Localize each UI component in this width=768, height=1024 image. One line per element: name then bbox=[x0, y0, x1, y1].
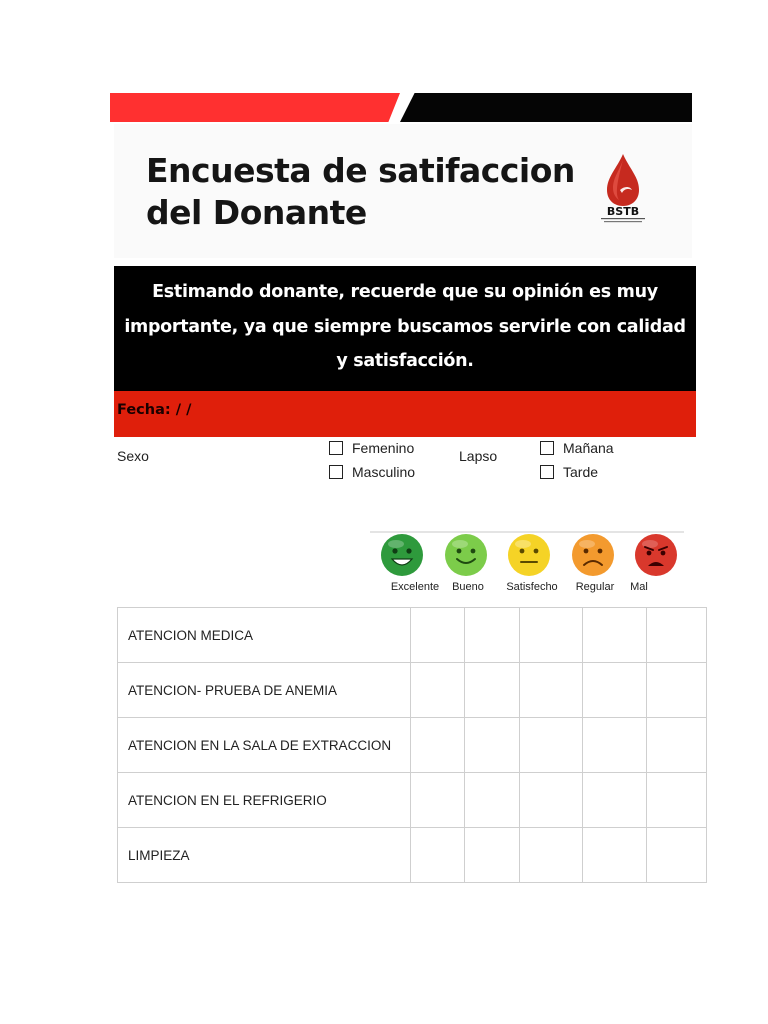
rating-cell-excelente[interactable] bbox=[411, 773, 465, 828]
rating-label-regular: Regular bbox=[575, 581, 615, 593]
excellent-face-icon bbox=[380, 533, 424, 577]
rating-cell-mal[interactable] bbox=[647, 718, 707, 773]
sexo-label: Sexo bbox=[117, 448, 149, 464]
title-line-2: del Donante bbox=[146, 193, 367, 232]
table-row bbox=[118, 773, 707, 828]
fecha-value[interactable]: / / bbox=[175, 402, 192, 418]
logo-text: BSTB bbox=[606, 205, 640, 218]
rating-cell-satisfecho[interactable] bbox=[520, 773, 583, 828]
rating-cell-satisfecho[interactable] bbox=[520, 663, 583, 718]
question-cell: ATENCION- PRUEBA DE ANEMIA bbox=[118, 663, 411, 718]
fecha-band bbox=[114, 391, 696, 437]
table-row bbox=[118, 608, 707, 663]
manana-checkbox[interactable] bbox=[540, 441, 554, 455]
rating-cell-bueno[interactable] bbox=[465, 828, 520, 883]
rating-cell-mal[interactable] bbox=[647, 773, 707, 828]
rating-cell-excelente[interactable] bbox=[411, 663, 465, 718]
bad-face-icon bbox=[634, 533, 678, 577]
masculino-checkbox[interactable] bbox=[329, 465, 343, 479]
fecha-field[interactable] bbox=[117, 402, 191, 418]
satisfied-face-icon bbox=[507, 533, 551, 577]
rating-label-bueno: Bueno bbox=[452, 581, 484, 593]
rating-cell-excelente[interactable] bbox=[411, 718, 465, 773]
rating-cell-regular[interactable] bbox=[583, 663, 647, 718]
tarde-checkbox[interactable] bbox=[540, 465, 554, 479]
rating-cell-regular[interactable] bbox=[583, 608, 647, 663]
rating-cell-bueno[interactable] bbox=[465, 718, 520, 773]
femenino-label: Femenino bbox=[352, 440, 415, 456]
header-black-stripe bbox=[400, 93, 692, 122]
masculino-label: Masculino bbox=[352, 464, 416, 480]
fecha-label: Fecha: bbox=[117, 402, 171, 418]
good-face-icon bbox=[444, 533, 488, 577]
table-row bbox=[118, 663, 707, 718]
rating-cell-excelente[interactable] bbox=[411, 608, 465, 663]
question-cell: ATENCION EN LA SALA DE EXTRACCION bbox=[118, 718, 411, 773]
regular-face-icon bbox=[571, 533, 615, 577]
rating-label-satisfecho: Satisfecho bbox=[506, 581, 558, 593]
message-band bbox=[114, 266, 696, 391]
manana-label: Mañana bbox=[563, 440, 614, 456]
table-row bbox=[118, 718, 707, 773]
rating-cell-bueno[interactable] bbox=[465, 773, 520, 828]
lapso-label: Lapso bbox=[459, 448, 498, 464]
title-line-1: Encuesta de satifaccion bbox=[146, 151, 575, 190]
rating-cell-bueno[interactable] bbox=[465, 608, 520, 663]
message-line-1: Estimando donante, recuerde que su opinión es muy bbox=[152, 282, 658, 302]
header-red-stripe bbox=[110, 93, 400, 122]
rating-cell-mal[interactable] bbox=[647, 663, 707, 718]
rating-cell-mal[interactable] bbox=[647, 828, 707, 883]
rating-cell-regular[interactable] bbox=[583, 718, 647, 773]
table-row bbox=[118, 828, 707, 883]
rating-cell-satisfecho[interactable] bbox=[520, 828, 583, 883]
rating-cell-bueno[interactable] bbox=[465, 663, 520, 718]
rating-label-mal: Mal bbox=[630, 581, 648, 593]
rating-cell-mal[interactable] bbox=[647, 608, 707, 663]
logo-subtitle-lines bbox=[600, 218, 646, 223]
question-cell: ATENCION MEDICA bbox=[118, 608, 411, 663]
message-line-2: importante, ya que siempre buscamos servirle con calidad bbox=[124, 316, 686, 337]
rating-cell-satisfecho[interactable] bbox=[520, 718, 583, 773]
tarde-label: Tarde bbox=[563, 464, 599, 480]
rating-cell-excelente[interactable] bbox=[411, 828, 465, 883]
page-title bbox=[146, 150, 575, 234]
rating-cell-regular[interactable] bbox=[583, 828, 647, 883]
femenino-checkbox[interactable] bbox=[329, 441, 343, 455]
rating-cell-regular[interactable] bbox=[583, 773, 647, 828]
question-cell: LIMPIEZA bbox=[118, 828, 411, 883]
question-cell: ATENCION EN EL REFRIGERIO bbox=[118, 773, 411, 828]
rating-label-excelente: Excelente bbox=[390, 581, 440, 593]
rating-cell-satisfecho[interactable] bbox=[520, 608, 583, 663]
message-line-3: y satisfacción. bbox=[336, 351, 474, 371]
rating-table bbox=[117, 607, 707, 883]
